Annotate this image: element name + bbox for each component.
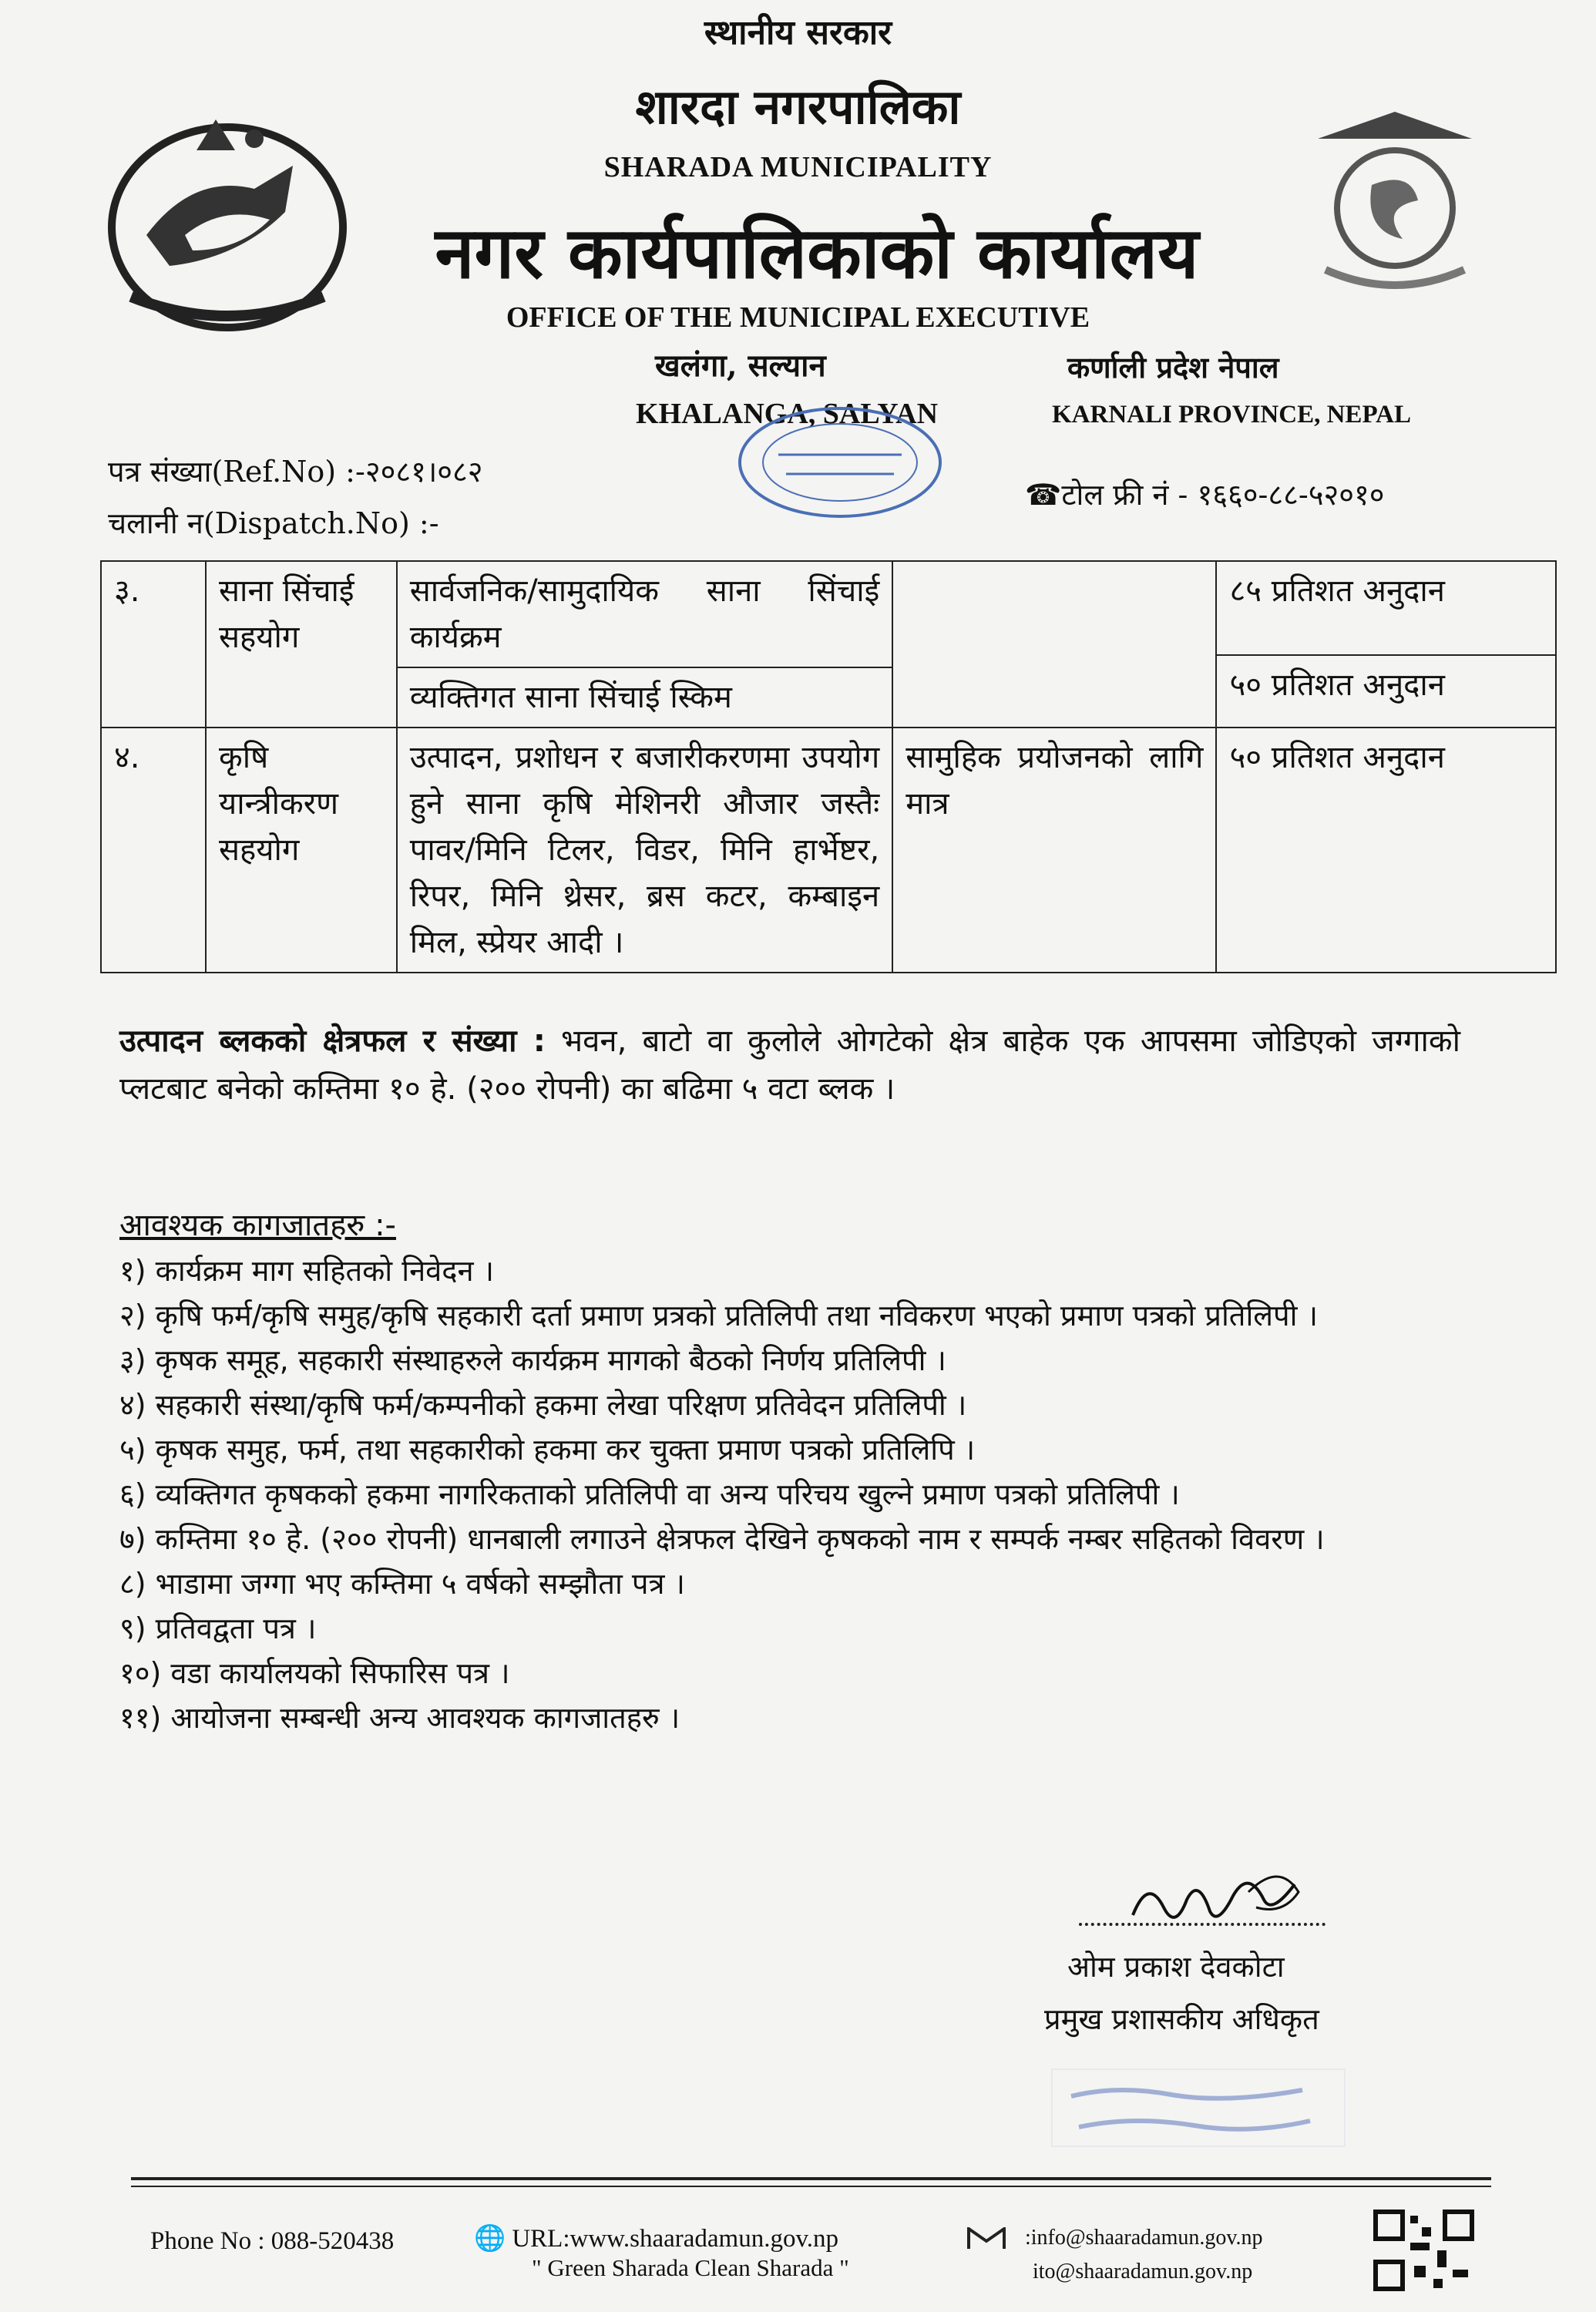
- province-en: KARNALI PROVINCE, NEPAL: [1052, 401, 1411, 428]
- local-gov-heading: स्थानीय सरकार: [704, 13, 892, 52]
- list-item: १०) वडा कार्यालयको सिफारिस पत्र ।: [119, 1656, 510, 1690]
- table-cell-sn: ४.: [101, 728, 206, 973]
- list-item: ११) आयोजना सम्बन्धी अन्य आवश्यक कागजातहरु ।: [119, 1701, 680, 1735]
- footer-email-2[interactable]: ito@shaaradamun.gov.np: [1033, 2260, 1253, 2283]
- program-table: [100, 560, 1557, 973]
- program-item: व्यक्तिगत साना सिंचाई स्किम: [409, 680, 732, 715]
- table-row: [101, 561, 1556, 728]
- list-item: ९) प्रतिवद्वता पत्र ।: [119, 1611, 317, 1645]
- documents-title: आवश्यक कागजातहरु :-: [119, 1208, 396, 1243]
- footer-email-1[interactable]: :info@shaaradamun.gov.np: [1025, 2226, 1263, 2250]
- list-item: ६) व्यक्तिगत कृषकको हकमा नागरिकताको प्रतिलिपी वा अन्य परिचय खुल्ने प्रमाण पत्रको प्रतिलिपी ।: [119, 1477, 1180, 1511]
- signatory-name: ओम प्रकाश देवकोटा: [1067, 1950, 1285, 1984]
- table-cell-programs: उत्पादन, प्रशोधन र बजारीकरणमा उपयोग हुने साना कृषि मेशिनरी औजार जस्तैः पावर/मिनि टिलर, विडर, मिनि हार्भेष्टर, रिपर, मिनि थ्रेसर, ब्रस कटर, कम्बाइन मिल, स्प्रेयर आदी ।: [397, 728, 893, 973]
- office-stamp: [724, 401, 956, 524]
- block-area-label: उत्पादन ब्लकको क्षेत्रफल र संख्या :: [119, 1023, 546, 1059]
- block-area-note: [119, 1017, 1460, 1113]
- qr-code[interactable]: [1372, 2208, 1476, 2293]
- table-cell-programs: [397, 561, 893, 728]
- grant-item: ८५ प्रतिशत अनुदान: [1217, 562, 1555, 656]
- list-item: २) कृषि फर्म/कृषि समुह/कृषि सहकारी दर्ता प्रमाण प्रत्रको प्रतिलिपी तथा नविकरण भएको प्रमाण पत्रको प्रतिलिपी ।: [119, 1299, 1318, 1332]
- list-item: ३) कृषक समूह, सहकारी संस्थाहरुले कार्यक्रम मागको बैठको निर्णय प्रतिलिपी ।: [119, 1343, 946, 1377]
- documents-list: [119, 1248, 1460, 1740]
- mail-icon: [967, 2227, 1006, 2250]
- address-np: खलंगा, सल्यान: [655, 348, 826, 384]
- office-name-np: नगर कार्यपालिकाको कार्यालय: [435, 211, 1199, 294]
- dispatch-number: चलानी न(Dispatch.No) :-: [108, 506, 439, 540]
- table-cell-sn: ३.: [101, 561, 206, 728]
- address-en: KHALANGA, SALYAN: [636, 398, 939, 430]
- grant-item: ५० प्रतिशत अनुदान: [1229, 667, 1445, 703]
- table-cell-condition: [892, 561, 1216, 728]
- table-row: [101, 728, 1556, 973]
- table-cell-grants: [1216, 561, 1556, 728]
- table-cell-category: कृषि यान्त्रीकरण सहयोग: [206, 728, 397, 973]
- sharada-municipality-logo: [1302, 108, 1487, 308]
- list-item: १) कार्यक्रम माग सहितको निवेदन ।: [119, 1254, 495, 1288]
- reference-number: पत्र संख्या(Ref.No) :-२०८१।०८२: [108, 455, 483, 489]
- globe-icon: 🌐: [474, 2225, 506, 2253]
- list-item: ७) कम्तिमा १० हे. (२०० रोपनी) धानबाली लगाउने क्षेत्रफल देखिने कृषकको नाम र सम्पर्क नम्बर सहितको विवरण ।: [119, 1522, 1325, 1556]
- signature-image: [1117, 1853, 1310, 1946]
- signature-line: [1079, 1923, 1326, 1926]
- province-np: कर्णाली प्रदेश नेपाल: [1067, 350, 1279, 385]
- program-item: सार्वजनिक/सामुदायिक साना सिंचाई कार्यक्रम: [398, 562, 892, 668]
- municipality-name-np: शारदा नगरपालिका: [635, 79, 961, 135]
- footer-phone: Phone No : 088-520438: [150, 2227, 395, 2255]
- list-item: ४) सहकारी संस्था/कृषि फर्म/कम्पनीको हकमा लेखा परिक्षण प्रतिवेदन प्रतिलिपी ।: [119, 1388, 967, 1422]
- office-name-en: OFFICE OF THE MUNICIPAL EXECUTIVE: [506, 301, 1090, 334]
- footer-slogan: " Green Sharada Clean Sharada ": [532, 2254, 849, 2281]
- municipality-name-en: SHARADA MUNICIPALITY: [603, 151, 993, 183]
- nepal-emblem-logo: [100, 104, 354, 343]
- footer-url-text: URL:www.shaaradamun.gov.np: [512, 2225, 839, 2253]
- signatory-title: प्रमुख प्रशासकीय अधिकृत: [1044, 2002, 1319, 2036]
- list-item: ८) भाडामा जग्गा भए कम्तिमा ५ वर्षको सम्झौता पत्र ।: [119, 1567, 685, 1601]
- signatory-stamp: [1048, 2065, 1349, 2150]
- block-area-text: भवन, बाटो वा कुलोले ओगटेको क्षेत्र बाहेक एक आपसमा जोडिएको जग्गाको प्लटबाट बनेको कम्तिमा १० हे. (२०० रोपनी) का बढिमा ५ वटा ब्लक ।: [119, 1023, 1460, 1107]
- list-item: ५) कृषक समुह, फर्म, तथा सहकारीको हकमा कर चुक्ता प्रमाण पत्रको प्रतिलिपि ।: [119, 1433, 976, 1467]
- footer-url[interactable]: [474, 2223, 838, 2253]
- table-cell-grants: ५० प्रतिशत अनुदान: [1216, 728, 1556, 973]
- footer-divider: [131, 2186, 1491, 2187]
- table-cell-condition: सामुहिक प्रयोजनको लागि मात्र: [892, 728, 1216, 973]
- footer-divider: [131, 2177, 1491, 2180]
- toll-free-number: ☎टोल फ्री नं - १६६०-८८-५२०१०: [1025, 478, 1385, 512]
- table-cell-category: साना सिंचाई सहयोग: [206, 561, 397, 728]
